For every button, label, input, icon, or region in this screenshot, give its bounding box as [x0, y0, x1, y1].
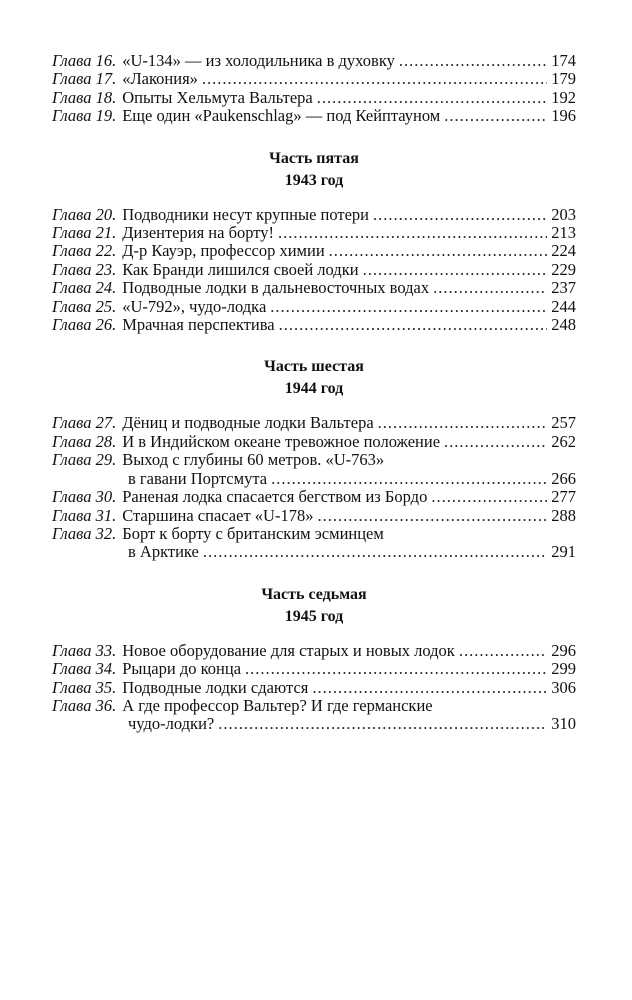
- page-number: 310: [551, 714, 576, 734]
- chapter-title-continuation: в Арктике: [128, 542, 199, 562]
- leader-dots: [373, 206, 547, 224]
- leader-dots: [312, 679, 547, 697]
- part-year: 1945 год: [284, 607, 344, 625]
- page-number: 224: [551, 241, 576, 261]
- chapter-number: Глава 16.: [52, 51, 117, 70]
- chapter-number: Глава 29.: [52, 450, 117, 470]
- table-of-contents: [52, 52, 576, 734]
- chapter-title: Как Бранди лишился своей лодки: [122, 259, 359, 279]
- leader-dots: [433, 279, 547, 297]
- leader-dots: [317, 89, 548, 107]
- leader-dots: [363, 261, 548, 279]
- leader-dots: [245, 660, 547, 678]
- page-number: 306: [551, 677, 576, 697]
- chapter-number: Глава 27.: [52, 413, 117, 433]
- chapter-title: Подводники несут крупные потери: [122, 204, 370, 224]
- chapter-title: «U-134» — из холодильника в духовку: [122, 51, 395, 70]
- page-number: 277: [551, 487, 576, 507]
- chapter-title: Мрачная перспектива: [122, 315, 275, 335]
- chapter-title: Дёниц и подводные лодки Вальтера: [122, 413, 374, 433]
- toc-entry: [52, 488, 576, 506]
- chapter-number: Глава 30.: [52, 487, 117, 507]
- chapter-number: Глава 36.: [52, 695, 117, 715]
- page-number: 213: [551, 223, 576, 243]
- toc-entry: [52, 224, 576, 242]
- page-number: 266: [551, 468, 576, 488]
- toc-entry: [52, 316, 576, 334]
- chapter-title: Подводные лодки сдаются: [122, 677, 309, 697]
- page-number: 257: [551, 413, 576, 433]
- toc-entry: [52, 642, 576, 660]
- chapter-title: Д-р Кауэр, профессор химии: [122, 241, 325, 261]
- page-number: 203: [551, 204, 576, 224]
- chapter-title: Опыты Хельмута Вальтера: [122, 87, 313, 107]
- chapter-number: Глава 32.: [52, 523, 117, 543]
- leader-dots: [270, 298, 547, 316]
- chapter-number: Глава 35.: [52, 677, 117, 697]
- page-number: 291: [551, 542, 576, 562]
- leader-dots: [278, 224, 547, 242]
- leader-dots: [279, 316, 548, 334]
- chapter-number: Глава 26.: [52, 315, 117, 335]
- page-number: 237: [551, 278, 576, 298]
- chapter-number: Глава 18.: [52, 87, 117, 107]
- leader-dots: [459, 642, 547, 660]
- chapter-number: Глава 20.: [52, 204, 117, 224]
- toc-entry: [52, 242, 576, 260]
- chapter-title-continuation: в гавани Портсмута: [128, 468, 268, 488]
- chapter-number: Глава 28.: [52, 431, 117, 451]
- chapter-number: Глава 22.: [52, 241, 117, 261]
- chapter-number: Глава 25.: [52, 296, 117, 316]
- page-number: 244: [551, 296, 576, 316]
- chapter-title: И в Индийском океане тревожное положение: [122, 431, 441, 451]
- toc-entry: [52, 679, 576, 697]
- toc-entry: [52, 507, 576, 525]
- toc-entry: [52, 451, 576, 469]
- chapter-number: Глава 33.: [52, 640, 117, 660]
- toc-entry: [52, 70, 576, 88]
- page-number: 262: [551, 431, 576, 451]
- part-heading: Часть седьмая: [261, 585, 367, 603]
- toc-entry-continuation: [52, 470, 576, 488]
- part-year: 1943 год: [284, 171, 344, 189]
- chapter-number: Глава 31.: [52, 505, 117, 525]
- toc-entry: [52, 525, 576, 543]
- chapter-number: Глава 19.: [52, 106, 117, 126]
- chapter-number: Глава 24.: [52, 278, 117, 298]
- leader-dots: [203, 543, 547, 561]
- leader-dots: [317, 507, 547, 525]
- page-number: 174: [551, 51, 576, 70]
- leader-dots: [444, 433, 547, 451]
- toc-entry: [52, 279, 576, 297]
- chapter-title: Дизентерия на борту!: [122, 223, 274, 243]
- toc-entry: [52, 206, 576, 224]
- page-number: 229: [551, 259, 576, 279]
- toc-entry-continuation: [52, 715, 576, 733]
- page-number: 196: [551, 106, 576, 126]
- page-number: 288: [551, 505, 576, 525]
- chapter-title: Новое оборудование для старых и новых лодок: [122, 640, 455, 660]
- chapter-title: Борт к борту с британским эсминцем: [122, 523, 384, 543]
- chapter-number: Глава 23.: [52, 259, 117, 279]
- chapter-number: Глава 34.: [52, 659, 117, 679]
- chapter-title: Рыцари до конца: [122, 659, 242, 679]
- leader-dots: [329, 242, 548, 260]
- toc-entry: [52, 414, 576, 432]
- chapter-title: «U-792», чудо-лодка: [122, 296, 267, 316]
- leader-dots: [444, 107, 547, 125]
- toc-entry: [52, 660, 576, 678]
- part-heading: Часть пятая: [269, 149, 359, 167]
- part-heading: Часть шестая: [264, 358, 364, 376]
- chapter-title-continuation: чудо-лодки?: [128, 714, 215, 734]
- toc-entry: [52, 697, 576, 715]
- part-year: 1944 год: [284, 380, 344, 398]
- leader-dots: [399, 52, 547, 70]
- chapter-title: Выход с глубины 60 метров. «U-763»: [122, 450, 385, 470]
- toc-entry: [52, 433, 576, 451]
- toc-entry: [52, 89, 576, 107]
- page-number: 248: [551, 315, 576, 335]
- chapter-title: Старшина спасает «U-178»: [122, 505, 314, 525]
- chapter-title: Раненая лодка спасается бегством из Бордо: [122, 487, 428, 507]
- chapter-title: «Лакония»: [122, 69, 198, 89]
- chapter-title: Подводные лодки в дальневосточных водах: [122, 278, 430, 298]
- toc-entry: [52, 298, 576, 316]
- page-number: 179: [551, 69, 576, 89]
- leader-dots: [202, 70, 547, 88]
- toc-entry: [52, 107, 576, 125]
- page-number: 192: [551, 87, 576, 107]
- leader-dots: [378, 414, 548, 432]
- chapter-number: Глава 17.: [52, 69, 117, 89]
- chapter-number: Глава 21.: [52, 223, 117, 243]
- leader-dots: [431, 488, 547, 506]
- page-number: 296: [551, 640, 576, 660]
- toc-entry: [52, 261, 576, 279]
- toc-entry: [52, 52, 576, 70]
- chapter-title: А где профессор Вальтер? И где германские: [122, 695, 433, 715]
- leader-dots: [271, 470, 547, 488]
- toc-entry-continuation: [52, 543, 576, 561]
- chapter-title: Еще один «Paukenschlag» — под Кейптауном: [122, 106, 441, 126]
- page-number: 299: [551, 659, 576, 679]
- leader-dots: [218, 715, 547, 733]
